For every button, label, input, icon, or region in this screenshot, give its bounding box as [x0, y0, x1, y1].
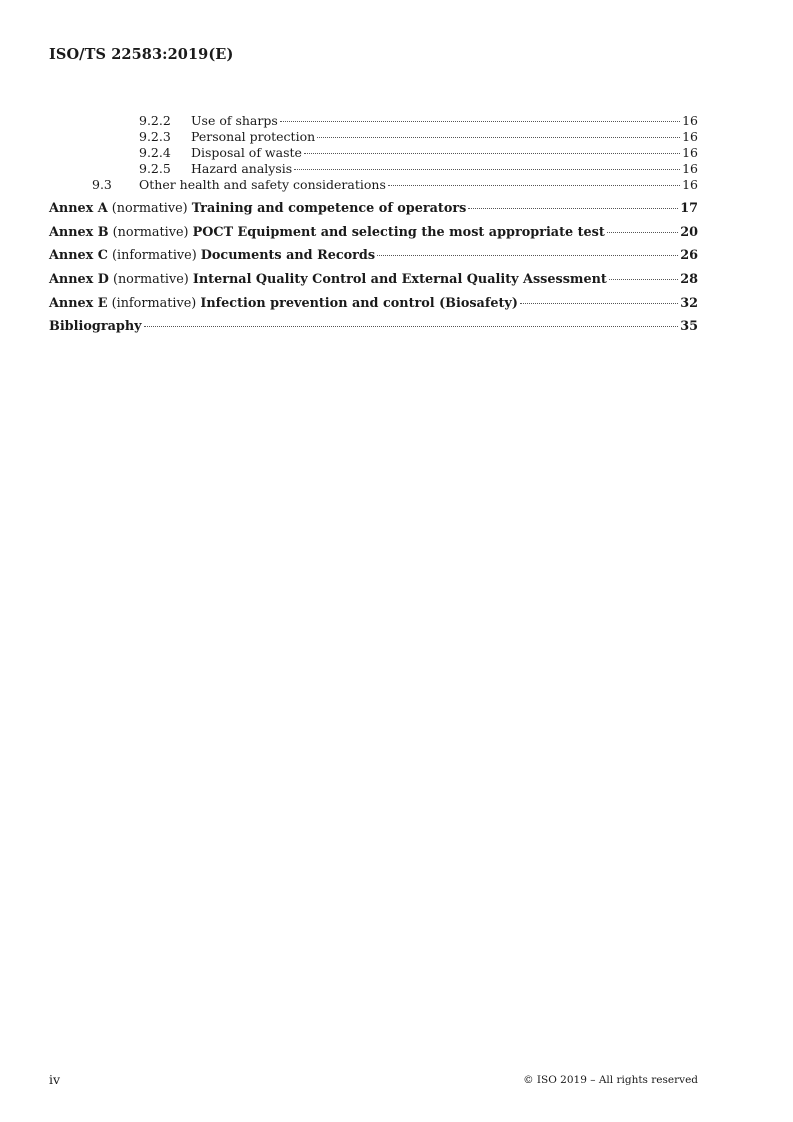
annex-type: (normative)	[111, 201, 188, 216]
annex-title[interactable]: Infection prevention and control (Biosafety)	[200, 296, 518, 311]
toc-entry-number: 9.2.5	[139, 161, 171, 176]
copyright-notice: © ISO 2019 – All rights reserved	[523, 1074, 698, 1086]
toc-entry-9-3[interactable]	[49, 177, 698, 193]
toc-entry-page[interactable]: 16	[682, 113, 698, 128]
toc-entry-9-2-3[interactable]	[49, 129, 698, 145]
toc-entry-number: 9.2.4	[139, 145, 171, 160]
annex-label: Annex A	[49, 201, 108, 216]
toc-entry-9-2-5[interactable]	[49, 161, 698, 177]
toc-entry-page[interactable]: 16	[682, 145, 698, 160]
toc-entry-annex-b[interactable]	[49, 224, 698, 242]
annex-type: (normative)	[112, 272, 189, 287]
toc-entry-annex-d[interactable]	[49, 271, 698, 289]
toc-entry-bibliography[interactable]	[49, 318, 698, 336]
toc-entry-page[interactable]: 28	[680, 272, 698, 287]
toc-entry-title[interactable]: Hazard analysis	[191, 161, 293, 176]
dot-leader	[468, 208, 678, 209]
annex-label: Annex B	[49, 225, 109, 240]
toc-entry-page[interactable]: 20	[680, 225, 698, 240]
document-id: ISO/TS 22583:2019(E)	[49, 46, 234, 63]
dot-leader	[377, 255, 678, 256]
dot-leader	[609, 279, 678, 280]
annex-type: (informative)	[112, 248, 197, 263]
toc-entry-annex-a[interactable]	[49, 200, 698, 218]
dot-leader	[520, 303, 678, 304]
annex-label: Annex E	[49, 296, 108, 311]
toc-entry-9-2-4[interactable]	[49, 145, 698, 161]
annex-title[interactable]: Internal Quality Control and External Quality Assessment	[192, 272, 607, 287]
annex-title[interactable]: POCT Equipment and selecting the most appropriate test	[192, 225, 605, 240]
annex-title[interactable]: Documents and Records	[200, 248, 376, 263]
dot-leader	[304, 153, 680, 154]
dot-leader	[388, 185, 680, 186]
dot-leader	[317, 137, 680, 138]
toc-entry-9-2-2[interactable]	[49, 113, 698, 129]
toc-entry-number: 9.2.3	[139, 129, 171, 144]
toc-entry-title[interactable]: Other health and safety considerations	[139, 177, 386, 192]
annex-label: Annex D	[49, 272, 109, 287]
toc-entry-title[interactable]: Use of sharps	[191, 113, 278, 128]
toc-entry-page[interactable]: 16	[682, 161, 698, 176]
toc-entry-annex-c[interactable]	[49, 247, 698, 265]
toc-entry-page[interactable]: 32	[680, 296, 698, 311]
annex-type: (informative)	[111, 296, 197, 311]
toc-entry-page[interactable]: 35	[680, 319, 698, 334]
dot-leader	[607, 232, 678, 233]
toc-entry-title[interactable]: Personal protection	[191, 129, 316, 144]
toc-entry-page[interactable]: 17	[680, 201, 698, 216]
bibliography-title[interactable]: Bibliography	[49, 319, 142, 334]
toc-entry-page[interactable]: 16	[682, 129, 698, 144]
toc-entry-page[interactable]: 26	[680, 248, 698, 263]
toc-entry-number: 9.2.2	[139, 113, 171, 128]
dot-leader	[144, 326, 679, 327]
toc-entry-title[interactable]: Disposal of waste	[191, 145, 302, 160]
toc-entry-annex-e[interactable]	[49, 295, 698, 313]
toc-entry-number: 9.3	[92, 177, 112, 192]
page-number: iv	[49, 1072, 61, 1087]
annex-label: Annex C	[49, 248, 108, 263]
toc-entry-page[interactable]: 16	[682, 177, 698, 192]
dot-leader	[294, 169, 680, 170]
annex-type: (normative)	[112, 225, 189, 240]
dot-leader	[280, 121, 680, 122]
annex-title[interactable]: Training and competence of operators	[191, 201, 467, 216]
